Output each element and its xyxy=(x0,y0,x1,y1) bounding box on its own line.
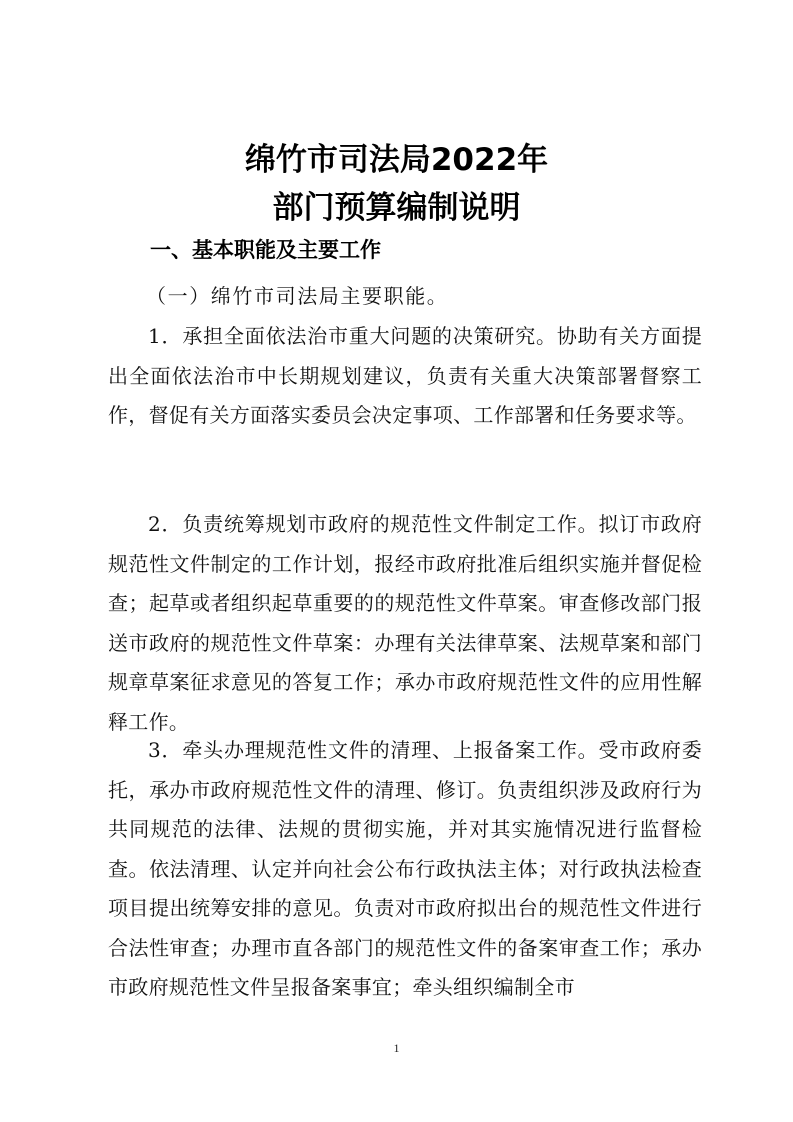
section-heading: 一、基本职能及主要工作 xyxy=(150,238,381,262)
paragraph-3: 3．牵头办理规范性文件的清理、上报备案工作。受市政府委托，承办市政府规范性文件的清理、修订。负责组织涉及政府行为共同规范的法律、法规的贯彻实施，并对其实施情况进行监督检查。依法清理、认定并向社会公布行政执法主体；对行政执法检查项目提出统筹安排的意见。负责对市政府拟出台的规范性文件进行合法性审查；办理市直各部门的规范性文件的备案审查工作；承办市政府规范性文件呈报备案事宜；牵头组织编制全市 xyxy=(108,738,702,999)
subsection-heading: （一）绵竹市司法局主要职能。 xyxy=(146,284,449,308)
document-title-line2: 部门预算编制说明 xyxy=(272,190,521,226)
paragraph-2: 2．负责统筹规划市政府的规范性文件制定工作。拟订市政府规范性文件制定的工作计划，报经市政府批准后组织实施并督促检查；起草或者组织起草重要的的规范性文件草案。审查修改部门报送市政府的规范性文件草案：办理有关法律草案、法规草案和部门规章草案征求意见的答复工作；承办市政府规范性文件的应用性解释工作。 xyxy=(108,512,702,734)
page-number: 1 xyxy=(393,1041,400,1055)
document-title-line1: 绵竹市司法局2022年 xyxy=(244,142,549,178)
paragraph-1: 1．承担全面依法治市重大问题的决策研究。协助有关方面提出全面依法治市中长期规划建议，负责有关重大决策部署督察工作，督促有关方面落实委员会决定事项、工作部署和任务要求等。 xyxy=(108,324,702,427)
